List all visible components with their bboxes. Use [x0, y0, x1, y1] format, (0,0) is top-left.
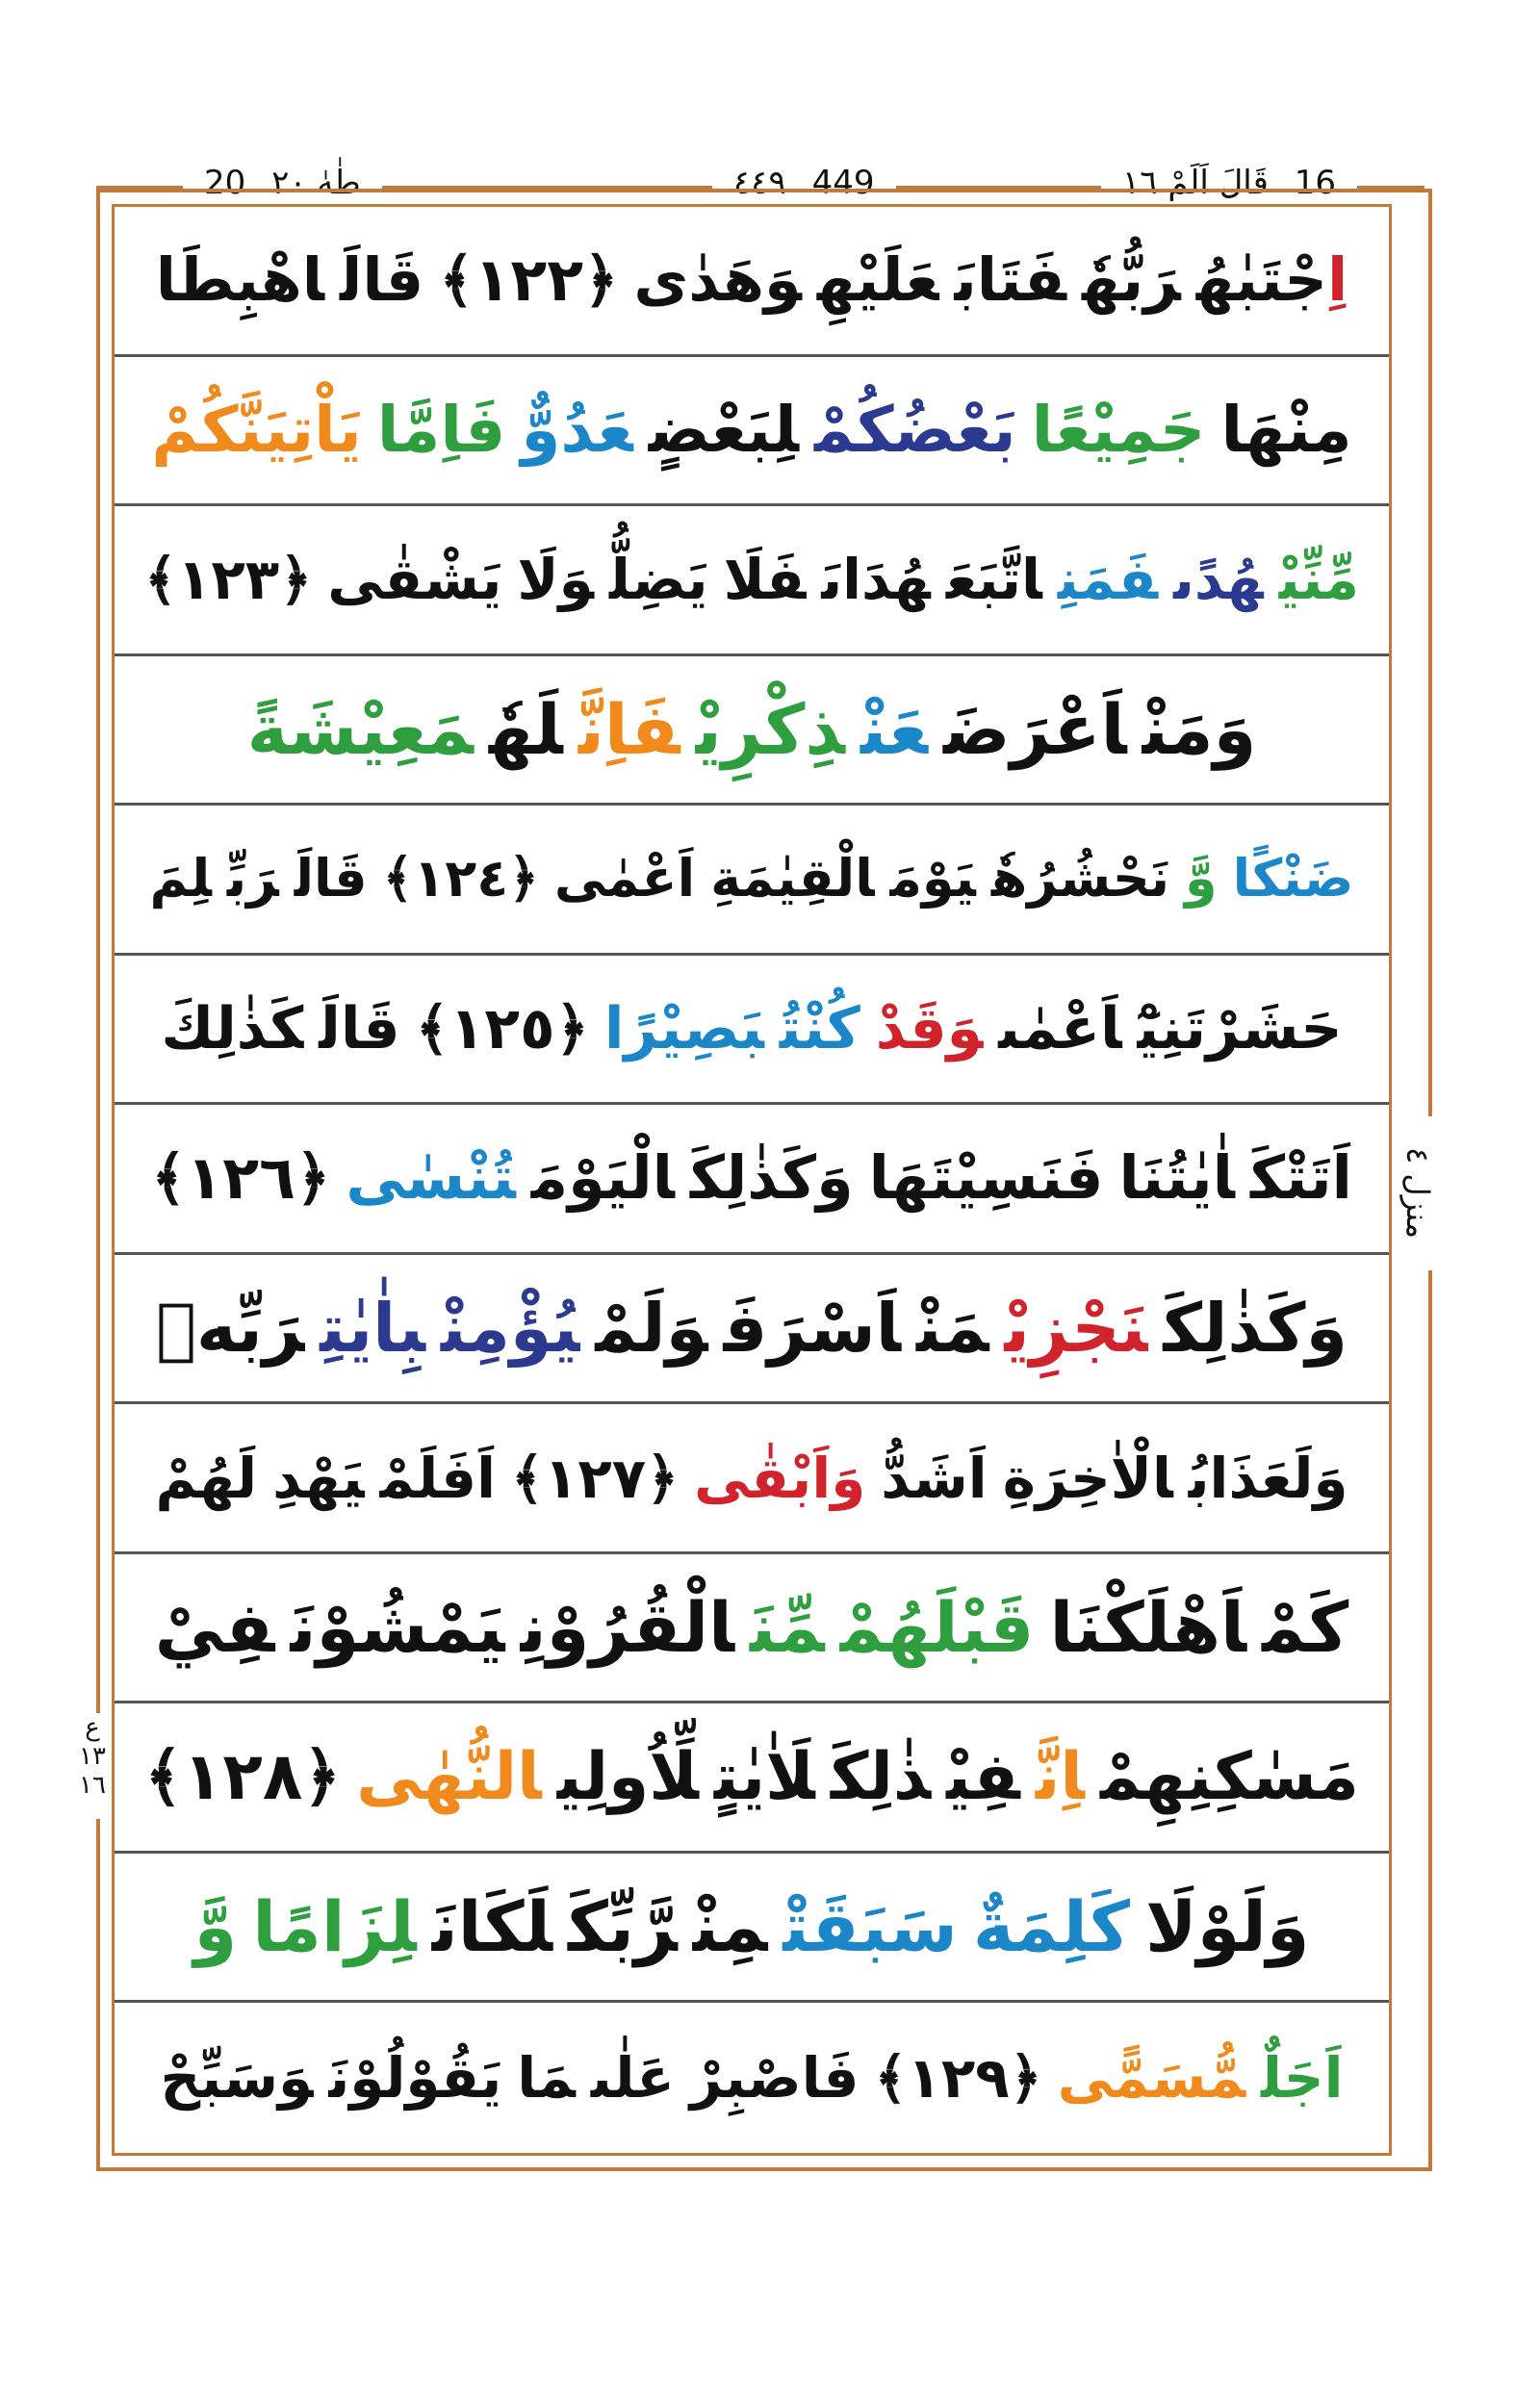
word: يُؤْمِنْ [441, 1289, 580, 1369]
word: رَبِّ [226, 848, 279, 909]
word: اَسْرَفَ [723, 1289, 901, 1369]
word: يَاْتِيَنَّكُمْ [151, 392, 362, 467]
juz-number: 16 [1294, 164, 1336, 202]
word: وَلَا [517, 547, 594, 613]
line-text [153, 2045, 1351, 2112]
word: الْيَوْمَ [530, 1142, 675, 1214]
line-text [153, 994, 1349, 1062]
word: تُنْسٰى [346, 1142, 516, 1214]
word: النُّهٰى [356, 1738, 542, 1815]
word: اِنَّ [1035, 1738, 1085, 1815]
word: فَمَنِ [1057, 547, 1159, 613]
word: فَنَسِيْتَهَا [868, 1142, 1104, 1214]
word: وَمَنْ [1142, 688, 1257, 770]
word: ﴿١٢٤﴾ [382, 848, 539, 909]
word: وَكَذٰلِكَ [689, 1142, 854, 1214]
word: فَاصْبِرْ [689, 2045, 860, 2112]
word: اَتَتْكَ [1249, 1142, 1352, 1214]
word: لَهٗ [488, 688, 563, 770]
line-text [148, 1289, 1355, 1369]
word: هُدَاىَ [821, 547, 931, 613]
word: فِيْ [946, 1738, 1020, 1815]
word: حَشَرْتَنِيْٓ [1137, 994, 1343, 1062]
word: نَجْزِيْ [1004, 1289, 1148, 1369]
word: عَنْ [860, 688, 929, 770]
line-text [137, 547, 1367, 613]
text-line [115, 207, 1389, 357]
word: كَمْ [1262, 1587, 1349, 1669]
word: اَعْمٰى [553, 848, 696, 909]
text-line [115, 2003, 1389, 2153]
word: الْاٰخِرَةِ [1002, 1445, 1173, 1511]
line-text [148, 244, 1355, 316]
word: ﴿١٢٩﴾ [874, 2045, 1042, 2112]
text-lines [115, 207, 1389, 2153]
word: فَلَا [723, 547, 807, 613]
word: يَشْقٰى [327, 547, 502, 613]
text-line [115, 1404, 1389, 1554]
word: لَهُمْ [155, 1445, 258, 1511]
text-line [115, 1255, 1389, 1405]
text-line [115, 1554, 1389, 1704]
text-line [115, 806, 1389, 956]
word: كُنْتُ [779, 994, 860, 1062]
word: ﴿١٢٨﴾ [143, 1738, 342, 1815]
word: مِنْ [692, 1886, 768, 1968]
page-number-arabic: ٤٤٩ [733, 164, 786, 202]
word: لَاٰيٰتٍ [713, 1738, 815, 1815]
word: لَكَانَ [431, 1886, 553, 1968]
word: لِزَامًا [252, 1886, 417, 1968]
word: عَدُوٌّ [521, 392, 633, 467]
page-number: 449 [811, 164, 875, 202]
word: بَصِيْرًا [603, 994, 764, 1062]
ruku-marker: ع ١٣ ١٦ [73, 1713, 112, 1819]
word: وَقَدْ [875, 994, 984, 1062]
surah-name: طٰهٰ ٢٠ [271, 164, 361, 202]
word: يَهْدِ [272, 1445, 365, 1511]
word: وَلَوْلَا [1145, 1886, 1310, 1968]
word: ﴿١٢٦﴾ [151, 1142, 331, 1214]
rest-letters: ِجْتَبٰهُ [1195, 244, 1327, 316]
word: قَالَ [294, 848, 368, 909]
text-line [115, 1105, 1389, 1255]
line-text [186, 1886, 1317, 1968]
word: سَبَقَتْ [783, 1886, 958, 1968]
word: عَلٰى [590, 2045, 675, 2112]
word: اَعْمٰى [998, 994, 1122, 1062]
word: وَّ [193, 1886, 238, 1968]
word: وَّ [1185, 848, 1218, 909]
word: لِبَعْضٍ [648, 392, 799, 467]
word: مَا [517, 2045, 576, 2112]
word: جَمِيْعًا [1031, 392, 1206, 467]
line-text [240, 688, 1265, 770]
line-text [143, 392, 1359, 467]
line-text [137, 1738, 1367, 1815]
word: ﴿١٢٧﴾ [510, 1445, 680, 1511]
word: اهْبِطَا [155, 244, 325, 316]
word: قَبْلَهُمْ [839, 1587, 1035, 1669]
first-letter: ا [1326, 244, 1348, 316]
word: مَسٰكِنِهِمْ [1099, 1738, 1360, 1815]
word: كَذٰلِكَ [161, 994, 304, 1062]
word: اَهْلَكْنَا [1049, 1587, 1247, 1669]
word: يَمْشُوْنَ [290, 1587, 505, 1669]
word: وَسَبِّحْ [160, 2045, 314, 2112]
word: بَعْضُكُمْ [813, 392, 1016, 467]
text-line [115, 506, 1389, 656]
word: رَبُّهٗ [1081, 244, 1181, 316]
word: اٰيٰتُنَا [1118, 1142, 1235, 1214]
word: فِيْ [154, 1587, 275, 1669]
word: وَلَعَذَابُ [1188, 1445, 1348, 1511]
word: اَفَلَمْ [379, 1445, 496, 1511]
word: يَضِلُّ [608, 547, 708, 613]
word: مُّسَمًّى [1057, 2045, 1246, 2112]
word: ذٰلِكَ [830, 1738, 932, 1815]
manzil-marker: منزل ٤ [1398, 1116, 1436, 1270]
word: بِاٰيٰتِ [320, 1289, 425, 1369]
word: وَاَبْقٰى [694, 1445, 866, 1511]
word: مَعِيْشَةً [246, 688, 474, 770]
text-line [115, 357, 1389, 507]
word: هُدًى [1173, 547, 1264, 613]
line-text [148, 1445, 1356, 1511]
word: يَقُوْلُوْنَ [328, 2045, 502, 2112]
word: اَعْرَضَ [943, 688, 1127, 770]
word: يَوْمَ [889, 848, 976, 909]
word: الْقُرُوْنِ [520, 1587, 735, 1669]
word: مِّنِّيْ [1278, 547, 1359, 613]
word: قَالَ [319, 994, 400, 1062]
word: فَاِنَّ [578, 688, 680, 770]
word: اَشَدُّ [881, 1445, 988, 1511]
word: عَلَيْهِ [816, 244, 939, 316]
text-line [115, 656, 1389, 806]
word: الْقِيٰمَةِ [710, 848, 875, 909]
word: ﴿١٢٣﴾ [144, 547, 313, 613]
line-text [143, 1142, 1360, 1214]
word: اَجَلٌ [1261, 2045, 1344, 2112]
word: لِّاُولِي [556, 1738, 699, 1815]
word: وَلَمْ [595, 1289, 708, 1369]
word: وَهَدٰى [633, 244, 802, 316]
line-text [141, 848, 1361, 909]
word: ذِكْرِيْ [695, 688, 845, 770]
juz-name: قَالَ اَلَمْ ١٦ [1122, 164, 1269, 202]
word: قَالَ [340, 244, 424, 316]
surah-number: 20 [204, 164, 246, 202]
word: رَبِّهٖ [155, 1289, 305, 1369]
word: وَكَذٰلِكَ [1163, 1289, 1348, 1369]
word: ﴿١٢٥﴾ [415, 994, 589, 1062]
word: مِّنَ [750, 1587, 825, 1669]
word: فَاِمَّا [376, 392, 506, 467]
text-line [115, 1854, 1389, 2004]
word: مَنْ [916, 1289, 989, 1369]
line-text [147, 1587, 1356, 1669]
text-line [115, 1703, 1389, 1854]
text-line [115, 956, 1389, 1106]
word [1196, 244, 1348, 315]
word: لِمَ [149, 848, 212, 909]
word: ضَنْكًا [1232, 848, 1354, 909]
word: رَّبِّكَ [568, 1886, 678, 1968]
word: فَتَابَ [954, 244, 1066, 316]
word: مِنْهَا [1220, 392, 1352, 467]
word: نَحْشُرُهٗ [990, 848, 1170, 909]
word: اتَّبَعَ [945, 547, 1042, 613]
word: ﴿١٢٢﴾ [439, 244, 619, 316]
word: كَلِمَةٌ [972, 1886, 1131, 1968]
